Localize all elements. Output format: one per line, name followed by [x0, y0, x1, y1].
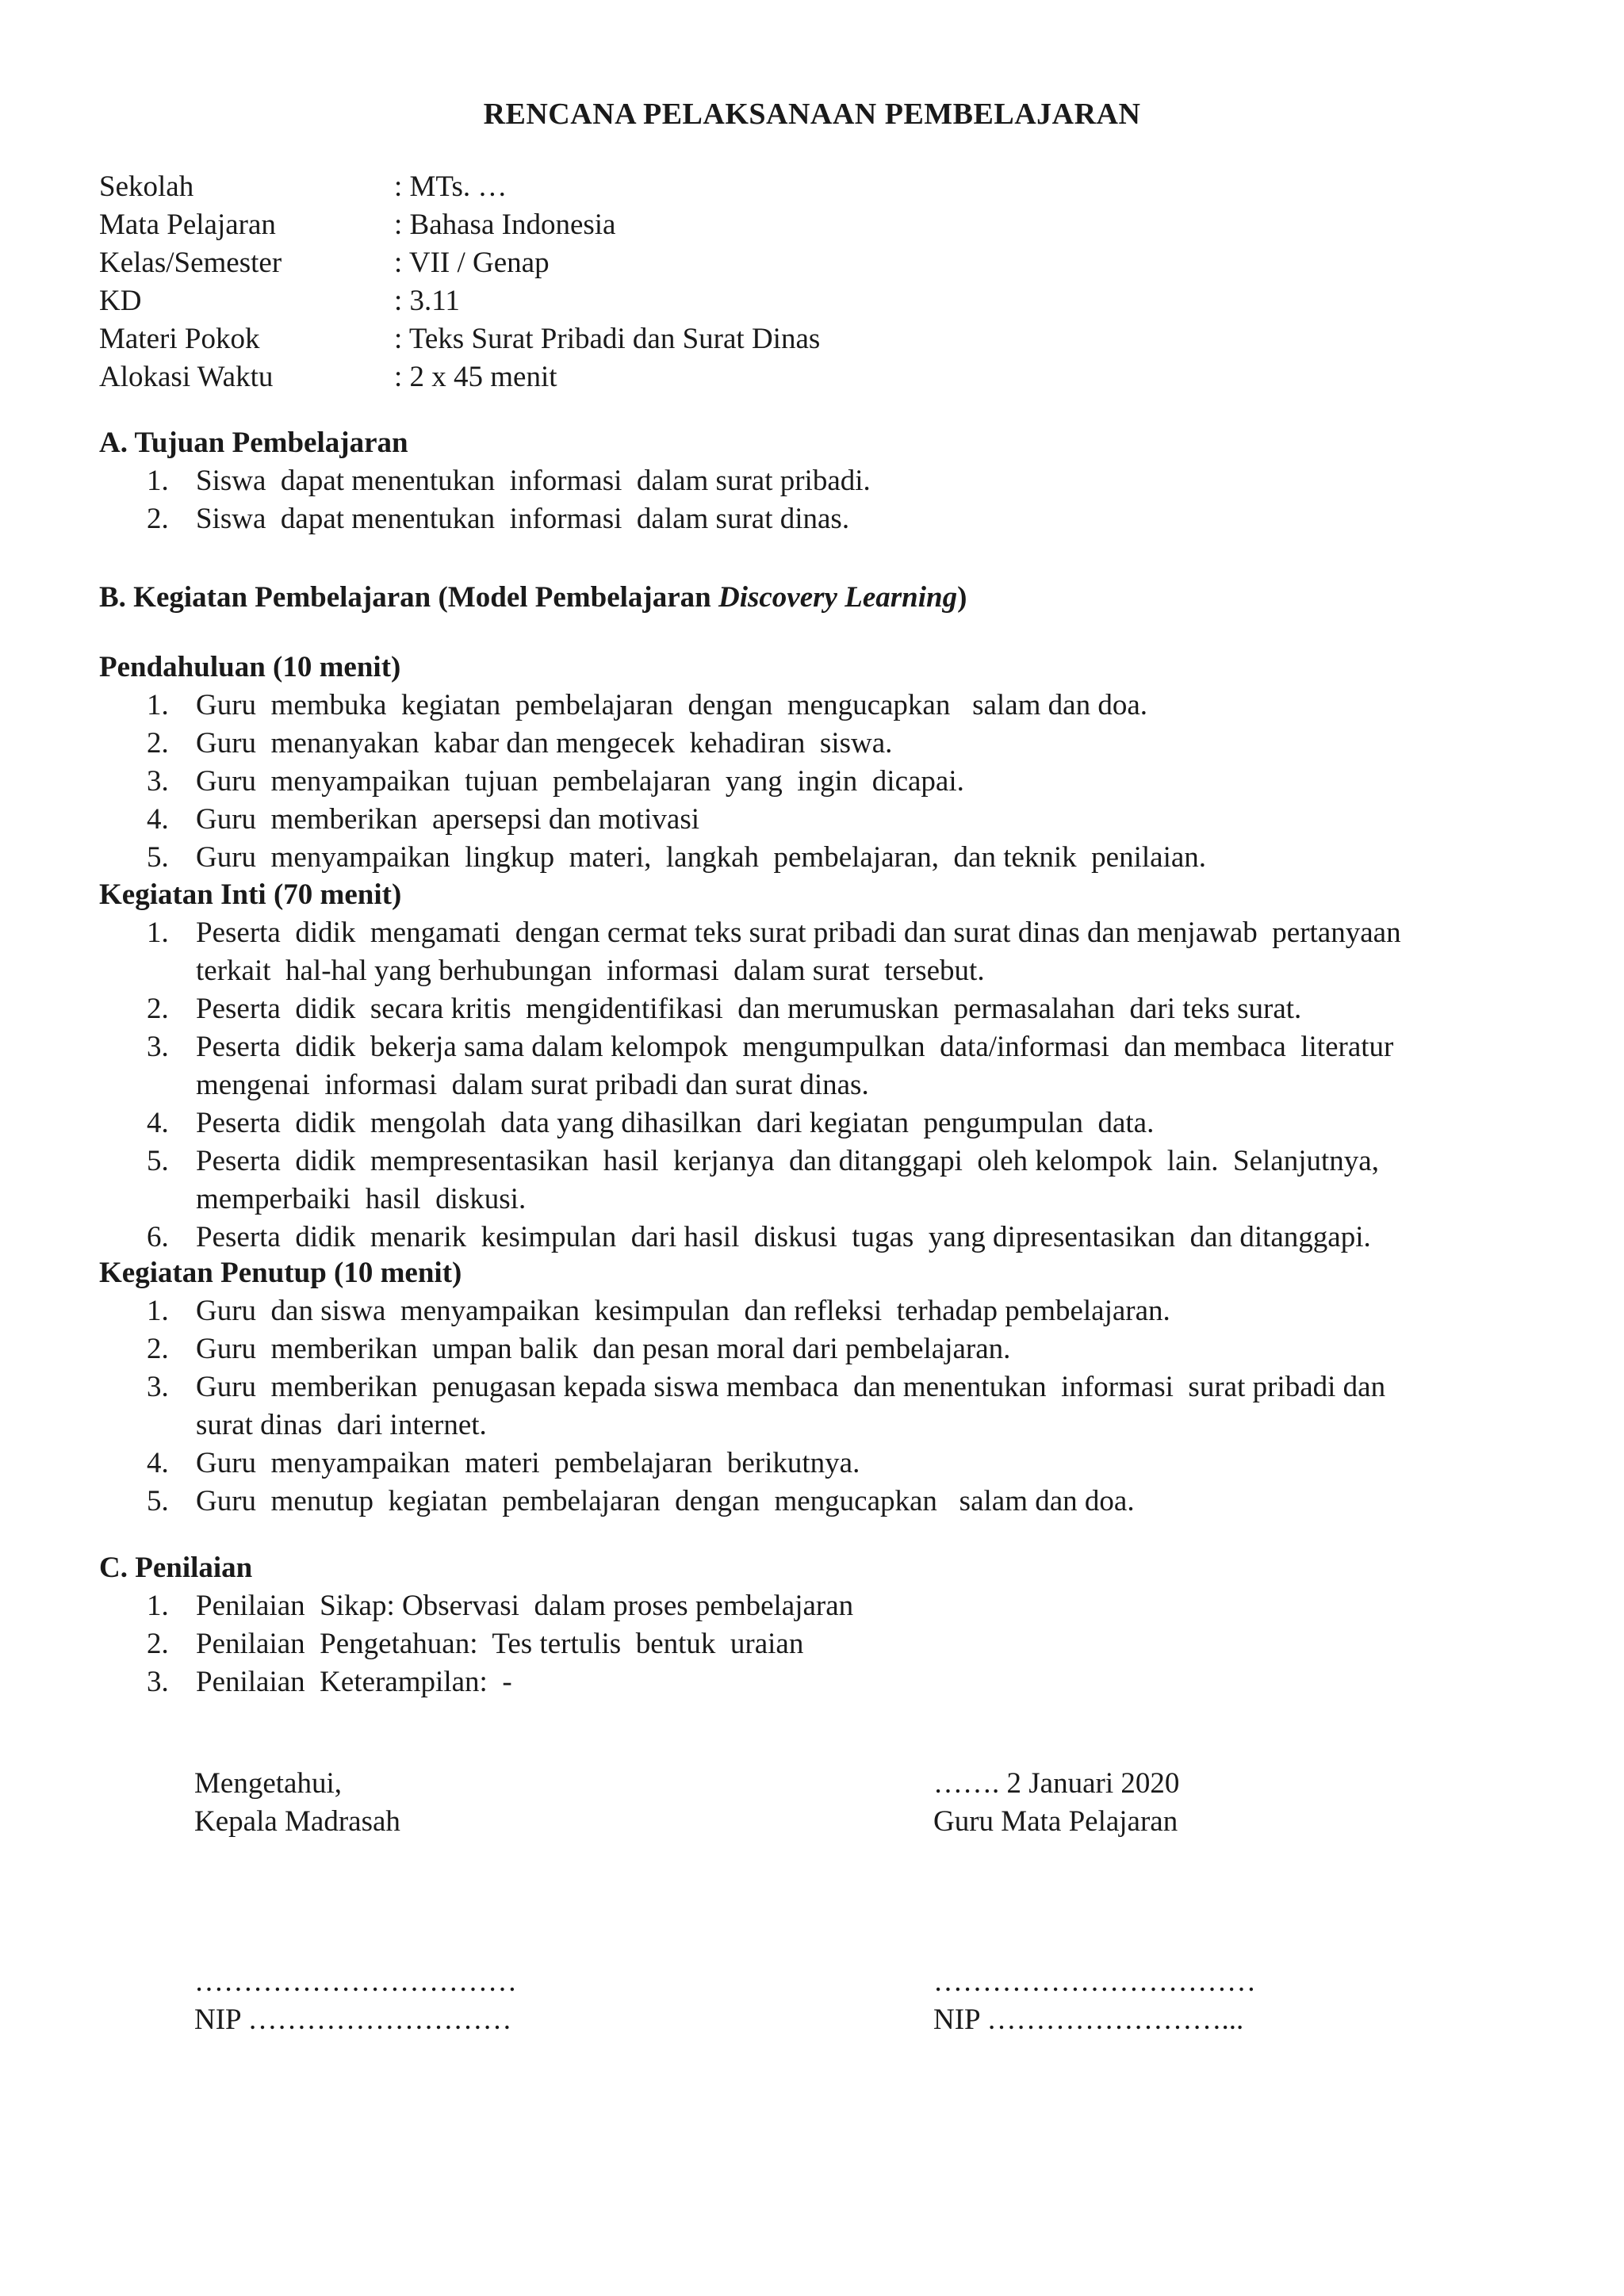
list-item: 3. Guru menyampaikan tujuan pembelajaran yang ingin dicapai. [147, 765, 964, 798]
info-value: : Bahasa Indonesia [394, 209, 616, 241]
kegiatan-penutup-heading: Kegiatan Penutup (10 menit) [99, 1257, 462, 1289]
pendahuluan-heading: Pendahuluan (10 menit) [99, 651, 401, 683]
signature-right-nip: NIP ……………………... [933, 2003, 1244, 2036]
list-item: 2. Peserta didik secara kritis mengidentifikasi dan merumuskan permasalahan dari teks surat. [147, 993, 1302, 1025]
penilaian-list [147, 1587, 853, 1701]
info-value: : MTs. … [394, 170, 508, 203]
list-item: 5. Guru menyampaikan lingkup materi, langkah pembelajaran, dan teknik penilaian. [147, 841, 1207, 874]
list-item: 5. Peserta didik mempresentasikan hasil kerjanya dan ditanggapi oleh kelompok lain. Selanjutnya, memperbaiki hasil diskusi. [147, 1145, 1379, 1215]
list-item: 5. Guru menutup kegiatan pembelajaran dengan mengucapkan salam dan doa. [147, 1485, 1135, 1517]
info-value: : 3.11 [394, 285, 460, 317]
identity-table [99, 168, 820, 396]
list-item: 3. Penilaian Keterampilan: - [147, 1666, 512, 1698]
signature-left-line1: Mengetahui, [194, 1767, 342, 1800]
kegiatan-inti-heading: Kegiatan Inti (70 menit) [99, 878, 402, 911]
model-name: Discovery Learning [718, 581, 958, 614]
list-item: 2. Penilaian Pengetahuan: Tes tertulis bentuk uraian [147, 1628, 804, 1660]
list-item: 4. Guru memberikan apersepsi dan motivasi [147, 803, 699, 836]
signature-left [194, 1765, 400, 1841]
list-item: 2. Guru memberikan umpan balik dan pesan moral dari pembelajaran. [147, 1333, 1011, 1365]
info-row-sekolah [99, 168, 820, 206]
info-row-alokasi-waktu [99, 358, 820, 396]
signature-left-role: Kepala Madrasah [194, 1805, 400, 1838]
info-label: Materi Pokok [99, 323, 260, 355]
list-item: 1. Penilaian Sikap: Observasi dalam proses pembelajaran [147, 1590, 854, 1622]
info-label: KD [99, 285, 142, 317]
kegiatan-penutup-list [147, 1292, 1385, 1521]
info-label: Sekolah [99, 170, 194, 203]
info-label: Alokasi Waktu [99, 361, 274, 393]
list-item: 1. Guru membuka kegiatan pembelajaran dengan mengucapkan salam dan doa. [147, 689, 1148, 721]
list-item: 1. Peserta didik mengamati dengan cermat teks surat pribadi dan surat dinas dan menjawab pertanyaan terkait hal-hal yang berhubungan informasi dalam surat tersebut. [147, 916, 1401, 987]
list-item: 6. Peserta didik menarik kesimpulan dari hasil diskusi tugas yang dipresentasikan dan ditanggapi. [147, 1221, 1371, 1253]
signature-left-name [194, 1963, 517, 2039]
info-row-materi-pokok [99, 320, 820, 358]
list-item: 3. Guru memberikan penugasan kepada siswa membaca dan menentukan informasi surat pribadi dan surat dinas dari internet. [147, 1371, 1386, 1441]
pendahuluan-list [147, 687, 1206, 877]
info-value: : VII / Genap [394, 247, 550, 279]
info-row-kd [99, 282, 820, 320]
list-item: 1. Siswa dapat menentukan informasi dalam surat pribadi. [147, 465, 871, 497]
signature-left-nip: NIP ……………………… [194, 2003, 512, 2036]
signature-right-role: Guru Mata Pelajaran [933, 1805, 1178, 1838]
signature-right [933, 1765, 1179, 1841]
list-item: 4. Peserta didik mengolah data yang dihasilkan dari kegiatan pengumpulan data. [147, 1107, 1155, 1139]
info-label: Kelas/Semester [99, 247, 282, 279]
info-label: Mata Pelajaran [99, 209, 276, 241]
signature-left-dots: …………………………… [194, 1965, 517, 1998]
section-c-heading: C. Penilaian [99, 1552, 253, 1584]
info-row-kelas-semester [99, 244, 820, 282]
info-row-mata-pelajaran [99, 206, 820, 244]
tujuan-list [147, 462, 871, 538]
list-item: 3. Peserta didik bekerja sama dalam kelompok mengumpulkan data/informasi dan membaca literatur mengenai informasi dalam surat pribadi dan surat dinas. [147, 1031, 1394, 1101]
list-item: 2. Siswa dapat menentukan informasi dalam surat dinas. [147, 503, 850, 535]
list-item: 4. Guru menyampaikan materi pembelajaran berikutnya. [147, 1447, 860, 1479]
list-item: 1. Guru dan siswa menyampaikan kesimpulan dan refleksi terhadap pembelajaran. [147, 1295, 1170, 1327]
document-title: RENCANA PELAKSANAAN PEMBELAJARAN [483, 98, 1141, 131]
signature-right-dots: …………………………… [933, 1965, 1256, 1998]
section-b-heading: B. Kegiatan Pembelajaran (Model Pembelajaran Discovery Learning) [99, 581, 967, 614]
info-value: : 2 x 45 menit [394, 361, 557, 393]
signature-right-name [933, 1963, 1256, 2039]
kegiatan-inti-list [147, 914, 1401, 1257]
signature-date: ……. 2 Januari 2020 [933, 1767, 1180, 1800]
info-value: : Teks Surat Pribadi dan Surat Dinas [394, 323, 821, 355]
list-item: 2. Guru menanyakan kabar dan mengecek kehadiran siswa. [147, 727, 893, 760]
section-a-heading: A. Tujuan Pembelajaran [99, 427, 408, 459]
